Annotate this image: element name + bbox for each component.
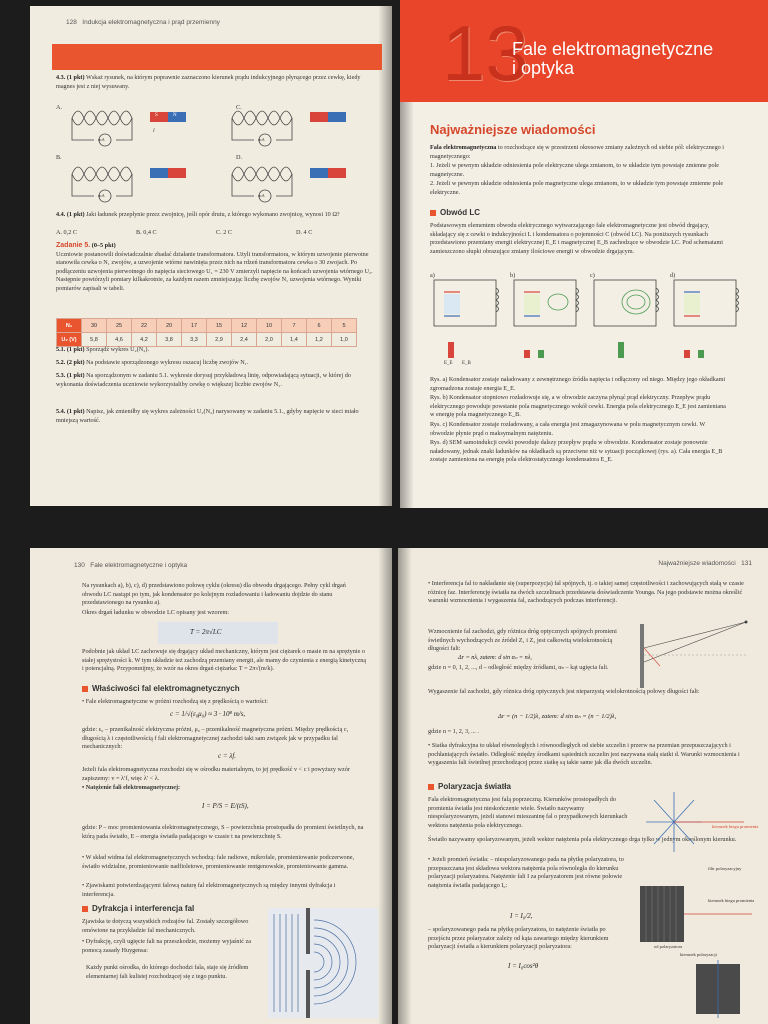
page-header [658, 560, 752, 567]
energy-label-eb: E_B [462, 361, 471, 366]
table-cell: 10 [257, 319, 282, 333]
lc-diagram-d [674, 280, 739, 358]
bullet-1: • Fale elektromagnetyczne w próżni rozchodzą się z prędkością o wartości: [82, 698, 268, 705]
diagram-label-b: b) [510, 272, 516, 279]
table-cell: N₁ [57, 319, 82, 333]
gutter-shadow [378, 6, 392, 506]
rys-a-caption: Rys. a) Kondensator zostaje naładowany z zewnętrznego źródła napięcia i odłączony od niego. Między jego okładkami zgromadzona zostaje energia E_E. [430, 376, 726, 392]
meter-label-c: mA [258, 137, 265, 142]
fig-label-ray-direction-2: kierunek biegu promienia [708, 898, 755, 903]
gutter-shadow [378, 548, 392, 1024]
label-b: B. [56, 154, 62, 161]
fig-label-ray-direction: kierunek biegu promienia [712, 824, 759, 829]
polaryzacja-paragraph-2: Światło nazywamy spolaryzowanym, jeżeli wektor natężenia pola elektrycznego drga tylko w jednym określonym kierunku. [428, 836, 737, 843]
young-experiment-figure [636, 618, 758, 694]
bullet-5: • Dyfrakcję, czyli ugięcie fali na przeszkodzie, możemy wyjaśnić za pomocą zasady Huygensa: [82, 938, 251, 954]
point-1: 1. Jeżeli w pewnym układzie odniesienia pole elektryczne ulega zmianom, to w układzie tym powstaje zmienne pole magnetyczne. [430, 162, 719, 178]
page-number: 131 [741, 560, 752, 567]
table-cell: 1,2 [307, 333, 332, 347]
task-5-1 [56, 346, 376, 355]
rys-d-caption: Rys. d) SEM samoindukcji cewki powoduje dalszy przepływ prądu w obwodzie. Kondensator zostaje ponownie naładowany, jednak znaki ładunków na okładkach są przeciwne niż w sytuacji początkowej (rys. a). Cała energia E_B zostaje zamieniona na energię pola elektrostatycznego kondensatora E_E. [430, 439, 723, 464]
section-wlasciwosci: Właściwości fal elektromagnetycznych [82, 684, 240, 693]
huygens-principle: Każdy punkt ośrodka, do którego dochodzi fala, staje się źródłem elementarnej fali kulistej rozchodzącej się z tego punktu. [86, 964, 249, 980]
bullet-2: • Natężenie fali elektromagnetycznej: [82, 784, 181, 791]
section-dyfrakcja: Dyfrakcja i interferencja fal [82, 904, 194, 913]
table-cell: 2,9 [207, 333, 232, 347]
task-text: Wskaż rysunek, na którym poprawnie zaznaczono kierunek prądu indukcyjnego płynącego przez cewkę, kiedy magnes jest z niej wysuwany. [56, 74, 361, 90]
option-a: A. 0,2 C [56, 229, 77, 236]
polaryzacja-paragraph-3: • Jeżeli promień światła: – niespolaryzowanego pada na płytkę polaryzatora, to przepuszczana jest składowa wektora natężenia pola równoległa do kierunku polaryzacji polaryzatora. Natężenie fali I za polaryzatorem jest równe połowie natężenia światła padającego I₀: [428, 856, 624, 889]
bullet-4: • Zjawiskami potwierdzającymi falową naturę fal elektromagnetycznych są między innymi dyfrakcja i interferencja. [82, 882, 336, 898]
table-cell: 1,0 [332, 333, 357, 347]
task-5-3 [56, 372, 376, 389]
paragraph-2: Okres drgań ładunku w obwodzie LC opisany jest wzorem: [82, 609, 229, 616]
diagram-label-d: d) [670, 272, 676, 279]
task-text: Sporządź wykres U₂(N₂). [86, 346, 149, 353]
formula-wzmocnienie: Δr = nλ, zatem: d sin αₙ = nλ, [458, 654, 532, 661]
wzmocnienie-legend: gdzie n = 0, 1, 2, ..., d – odległość między źródłami, αₙ – kąt ugięcia fali. [428, 664, 609, 671]
table-cell: 4,6 [107, 333, 132, 347]
formula-period: T = 2π√LC [190, 628, 222, 636]
wzmocnienie-paragraph: Wzmocnienie fal zachodzi, gdy różnica dróg optycznych spójnych promieni świetlnych wychodzących ze źródeł Z₁ i Z₂ jest całkowitą wielokrotnością długości fali: [428, 628, 617, 653]
lc-diagram-c [594, 280, 659, 358]
page-number: 128 [66, 19, 77, 26]
label-a: A. [56, 104, 63, 111]
label-c: C. [236, 104, 242, 111]
intro-bold: Fala elektromagnetyczna [430, 144, 497, 151]
table-cell: U₂ (V) [57, 333, 82, 347]
paragraph-3: Podobnie jak układ LC zachowuje się drgający układ mechaniczny, którym jest ciężarek o masie m na sprężynie o stałej sprężystości k. W tym układzie też zachodzą przemiany energii, ale mamy do czynienia z energią kinetyczną i potencjalną. Przypomnijmy, że wzór na okres drgań ciężarka: T = 2π√(m/k). [82, 648, 367, 673]
interferencja-paragraph: • Interferencja fal to nakładanie się (superpozycja) fal spójnych, tj. o takiej samej częstotliwości i zachowujących stałą w czasie różnicę faz. Interferencję światła na dwóch szczelinach przedstawia doświadczenie Younga. Na jego podstawie można określić warunki wzmocnienia i wygaszenia fal, zachodzących podczas interferencji. [428, 580, 744, 605]
measurement-table [56, 318, 357, 347]
zadanie-5-title: Zadanie 5. [56, 242, 91, 249]
table-cell: 17 [182, 319, 207, 333]
obwod-lc-text: Podstawowym elementem obwodu elektrycznego wytwarzającego fale elektromagnetyczne jest obwód drgający, składający się z cewki o indukcyjności L i kondensatora o pojemności C (obwód LC). Na poniższych rysunkach przedstawiono przemiany energii elektrycznej E_E i magnetycznej E_B zachodzące w obwodzie LC. Pod schematami zamieszczono słupki obrazujące zmiany ilościowe energii w obwodzie drgającym. [430, 222, 723, 255]
magnet-n-label: N [173, 113, 177, 118]
page-number: 130 [74, 562, 85, 569]
option-c: C. 2 C [216, 229, 232, 236]
task-4-3 [56, 74, 376, 91]
coil-figure-c [232, 111, 346, 146]
paragraph-1: Na rysunkach a), b), c), d) przedstawiono połowę cyklu (okresu) dla obwodu drgającego. Pełny cykl drgań obwodu LC nastąpi po tym, jak kondensator po kolejnym rozładowaniu i ładowaniu dojdzie do stanu przedstawionego na rysunku a). [82, 582, 346, 607]
page-header [66, 19, 220, 26]
unpolarized-light-figure [634, 786, 758, 858]
current-label: I [153, 129, 155, 134]
task-number: 5.1. (1 pkt) [56, 346, 85, 353]
formula-half-intensity: I = I₀/2, [510, 912, 533, 920]
table-cell: 2,4 [232, 333, 257, 347]
running-head: Najważniejsze wiadomości [658, 560, 736, 567]
coil-figure-d [232, 167, 346, 202]
task-text: Jaki ładunek przepłynie przez zwojnicę, jeśli opór drutu, z którego wykonano zwojnicę, wynosi 10 Ω? [86, 211, 340, 218]
diagram-label-c: c) [590, 272, 595, 279]
label-d: D. [236, 154, 243, 161]
task-number: 4.4. (1 pkt) [56, 211, 85, 218]
table-cell: 6 [307, 319, 332, 333]
paragraph-4: gdzie: ε₀ – przenikalność elektryczna próżni, μ₀ – przenikalność magnetyczna próżni. Między prędkością c, długością λ i częstotliwością f fali elektromagnetycznej zachodzi taki sam związek jak w przypadku fal mechanicznych: [82, 726, 349, 751]
rys-c-caption: Rys. c) Kondensator zostaje rozładowany, a cała energia jest zmagazynowana w polu magnetycznym cewki. W obwodzie płynie prąd o maksymalnym natężeniu. [430, 421, 706, 437]
task-number: 5.4. (1 pkt) [56, 408, 85, 415]
coil-figure-b [72, 167, 186, 202]
table-cell: 15 [207, 319, 232, 333]
gutter-shadow [398, 548, 412, 1024]
formula-wygaszenie: Δr = (n − 1/2)λ, zatem: d sin αₙ = (n − 1/2)λ, [498, 713, 617, 720]
header-band [52, 44, 382, 70]
wygaszenie-legend: gdzie n = 1, 2, 3, ... . [428, 728, 479, 735]
table-cell: 12 [232, 319, 257, 333]
formula-c-lambda-f: c = λf. [218, 752, 237, 760]
lc-diagram-b [514, 280, 579, 358]
formula-c: c = 1/√(ε₀μ₀) ≈ 3 · 10⁸ m/s, [170, 710, 246, 718]
diagram-label-a: a) [430, 272, 435, 279]
polaryzacja-paragraph-4: – spolaryzowanego pada na płytkę polaryzatora, to natężenie światła po przejściu przez polaryzator zależy od kąta zawartego między kierunkiem polaryzacji światła a kierunkiem polaryzacji polaryzatora: [428, 926, 609, 951]
siatka-paragraph: • Siatka dyfrakcyjna to układ równoległych i równoodległych od siebie szczelin i przerw na przemian przepuszczających i pochłaniających światło. Odległość między środkami sąsiednich szczelin jest nazywana stałą siatki d. Warunki wzmocnienia i wygaszenia fali świetlnej przechodzącej przez siatkę są takie same jak dla dwóch szczelin. [428, 742, 740, 767]
chapter-13-opener [400, 0, 768, 508]
paragraph-5: Jeżeli fala elektromagnetyczna rozchodzi się w ośrodku materialnym, to jej prędkość v < c i powyższy wzór zapiszemy: v = λ′f, więc λ′ < λ. [82, 766, 350, 782]
lc-diagram-a [434, 280, 499, 358]
task-5-2 [56, 359, 376, 368]
section-heading: Najważniejsze wiadomości [430, 122, 596, 137]
meter-label-d: mA [258, 193, 265, 198]
formula-intensity: I = P/S = E/(tS), [202, 802, 249, 810]
coil-figure-a [72, 111, 186, 146]
chapter-title-line2: i optyka [512, 58, 575, 78]
table-cell: 30 [82, 319, 107, 333]
table-cell: 3,3 [182, 333, 207, 347]
table-cell: 4,2 [132, 333, 157, 347]
meter-label-a: mA [98, 137, 105, 142]
page-128 [30, 6, 392, 506]
table-cell: 5,8 [82, 333, 107, 347]
task-text: Na sporządzonym w zadaniu 5.1. wykresie dorysuj przykładową linię, odpowiadającą sytuacji, w której do wykonania doświadczenia uczniowie wykorzystaliby cewkę o większej liczbie zwojów N₁. [56, 372, 351, 388]
chapter-number: 13 [442, 9, 529, 97]
task-text: Na podstawie sporządzonego wykresu oszacuj liczbę zwojów N₁. [86, 359, 249, 366]
magnet-s-label: S [155, 113, 158, 118]
polaryzacja-paragraph-1: Fala elektromagnetyczna jest falą poprzeczną. Kierunków prostopadłych do promienia światła jest nieskończenie wiele. Światło nazywamy niespolaryzowanym, jeżeli stanowi mieszaninę fal o przypadkowych kierunkach wektora natężenia pola elektrycznego. [428, 796, 628, 829]
obwod-lc-heading: Obwód LC [430, 208, 480, 217]
page-130 [30, 548, 392, 1024]
section-polaryzacja: Polaryzacja światła [428, 782, 511, 791]
chapter-title-line1: Fale elektromagnetyczne [512, 39, 714, 59]
rys-b-caption: Rys. b) Kondensator stopniowo rozładowuje się, a w obwodzie zaczyna płynąć prąd elektryczny. Przepływ prądu elektrycznego powoduje powstanie pola magnetycznego wokół cewki. Energia pola elektrycznego E_E jest zamieniana w energię pola magnetycznego E_B. [430, 394, 726, 419]
page-131 [398, 548, 768, 1024]
task-number: 4.3. (1 pkt) [56, 74, 85, 81]
intro-text: to rozchodzące się w przestrzeni okresowe zmiany zależnych od siebie pól: elektrycznego i magnetycznego: [430, 144, 725, 160]
wygaszenie-paragraph: Wygaszenie fal zachodzi, gdy różnica dróg optycznych jest nieparzystą wielokrotnością połowy długości fali: [428, 688, 700, 695]
task-number: 5.3. (1 pkt) [56, 372, 85, 379]
zadanie-5-text: Uczniowie postanowili doświadczalnie zbadać działanie transformatora. Użyli transformatora, w którym uzwojenie pierwotne stanowiła cewka o N₁ zwojów, a uzwojenie wtórne nawinięta przez nich na rdzeń transformatora cewka o 30 zwojach. Po podłączeniu uzwojenia pierwotnego do napięcia sieciowego U₁ = 230 V zmierzyli napięcie na końcach uzwojenia wtórnego U₂. Następnie powtórzyli pomiary kilkakrotnie, za każdym razem zmniejszając liczbę zwojów N₁ uzwojenia wtórnego. Wyniki pomiarów zapisali w tabeli. [56, 250, 373, 292]
meter-label-b: mA [98, 193, 105, 198]
zadanie-5 [56, 242, 376, 294]
table-cell: 3,8 [157, 333, 182, 347]
option-b: B. 0,4 C [136, 229, 157, 236]
task-text: Napisz, jak zmieniłby się wykres zależności U₂(N₂) narysowany w zadaniu 5.1., gdyby napięcie w sieci miało mniejszą wartość. [56, 408, 359, 424]
table-cell: 1,4 [282, 333, 307, 347]
paragraph-6: gdzie: P – moc promieniowania elektromagnetycznego, S – powierzchnia prostopadła do promieni świetlnych, na którą pada światło, E – energia światła padającego w czasie t na powierzchnię S. [82, 824, 364, 840]
chapter-title [512, 40, 713, 78]
point-2: 2. Jeżeli w pewnym układzie odniesienia pole magnetyczne ulega zmianom, to w układzie tym powstaje zmienne pole elektryczne. [430, 180, 724, 196]
task-5-4 [56, 408, 376, 425]
energy-label-ee: E_E [444, 361, 453, 366]
task-number: 5.2. (2 pkt) [56, 359, 85, 366]
wave-diffraction-figure [268, 908, 378, 1018]
page-header [74, 562, 187, 569]
bullet-3: • W skład widma fal elektromagnetycznych wchodzą: fale radiowe, mikrofale, promieniowanie podczerwone, światło widzialne, promieniowanie nadfioletowe, promieniowanie rentgenowskie, promieniowanie gamma. [82, 854, 355, 870]
table-row [57, 319, 357, 333]
fig-label-from-polarizer: od polaryzatora [654, 944, 683, 949]
running-head: Indukcja elektromagnetyczna i prąd przemienny [82, 19, 220, 26]
table-cell: 22 [132, 319, 157, 333]
table-cell: 7 [282, 319, 307, 333]
running-head: Fale elektromagnetyczne i optyka [90, 562, 188, 569]
fig-label-filter: filtr polaryzacyjny [708, 866, 742, 871]
table-row [57, 333, 357, 347]
formula-malus: I = I₀cos²θ [508, 962, 539, 970]
zadanie-5-points: (0–5 pkt) [91, 242, 116, 249]
lc-circuit-diagrams [428, 274, 748, 362]
table-cell: 2,0 [257, 333, 282, 347]
task-4-4 [56, 211, 376, 220]
table-cell: 20 [157, 319, 182, 333]
polarizer-figure [634, 864, 758, 1020]
intro-paragraph [430, 144, 730, 161]
table-cell: 25 [107, 319, 132, 333]
fig-label-polarization-direction: kierunek polaryzacji [680, 952, 717, 957]
table-cell: 5 [332, 319, 357, 333]
paragraph-7: Zjawiska te dotyczą wszystkich rodzajów fal. Zostały szczegółowo omówione na przykładzie fal mechanicznych. [82, 918, 249, 934]
option-d: D. 4 C [296, 229, 313, 236]
